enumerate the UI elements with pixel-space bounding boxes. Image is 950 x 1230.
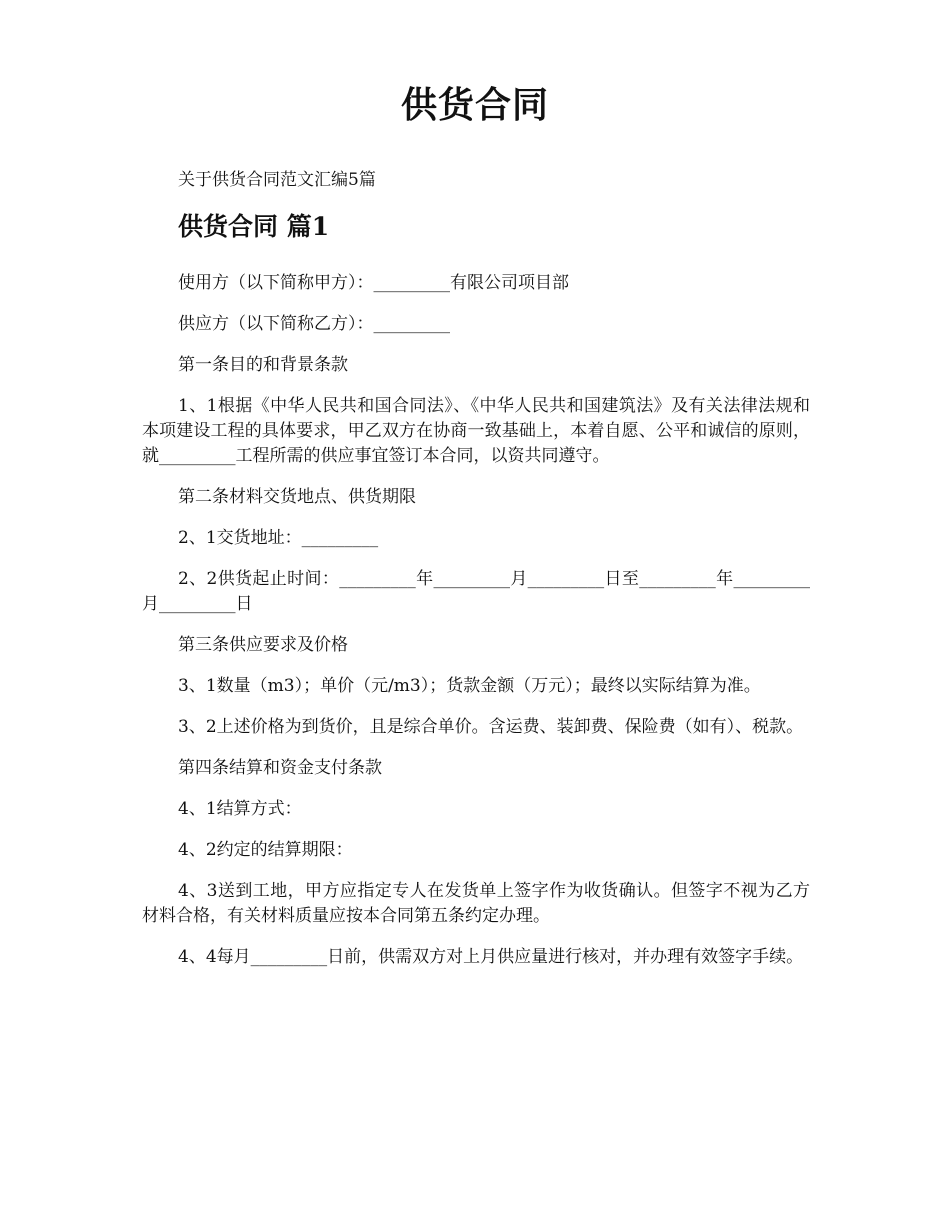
clause-3-1: 3、1数量（m3）；单价（元/m3）；货款金额（万元）；最终以实际结算为准。 [178, 676, 761, 696]
clause-2-2: 2、2供货起止时间：_________年_________月_________日至_________年_________月_________日 [142, 569, 810, 614]
clause-3-2: 3、2上述价格为到货价，且是综合单价。含运费、装卸费、保险费（如有）、税款。 [178, 717, 804, 737]
clause-4-4: 4、4每月_________日前，供需双方对上月供应量进行核对，并办理有效签字手续。 [178, 947, 804, 967]
party-a-line: 使用方（以下简称甲方）：_________有限公司项目部 [178, 273, 569, 293]
article-4-heading: 第四条结算和资金支付条款 [178, 758, 382, 778]
clause-4-3: 4、3送到工地，甲方应指定专人在发货单上签字作为收货确认。但签字不视为乙方材料合格，有关材料质量应按本合同第五条约定办理。 [142, 881, 810, 926]
document-body [142, 168, 810, 986]
article-1-heading: 第一条目的和背景条款 [178, 355, 348, 375]
clause-1-1: 1、1根据《中华人民共和国合同法》、《中华人民共和国建筑法》及有关法律法规和本项建设工程的具体要求，甲乙双方在协商一致基础上，本着自愿、公平和诚信的原则，就_________工程所需的供应事宜签订本合同，以资共同遵守。 [142, 396, 810, 466]
clause-2-1: 2、1交货地址：_________ [178, 528, 379, 548]
section-heading: 供货合同 篇1 [178, 212, 330, 241]
article-2-heading: 第二条材料交货地点、供货期限 [178, 487, 416, 507]
clause-4-2: 4、2约定的结算期限： [178, 840, 353, 860]
article-3-heading: 第三条供应要求及价格 [178, 635, 348, 655]
party-b-line: 供应方（以下简称乙方）：_________ [178, 314, 450, 334]
clause-4-1: 4、1结算方式： [178, 799, 302, 819]
document-title: 供货合同 [400, 84, 549, 126]
document-subtitle: 关于供货合同范文汇编5篇 [178, 170, 376, 190]
